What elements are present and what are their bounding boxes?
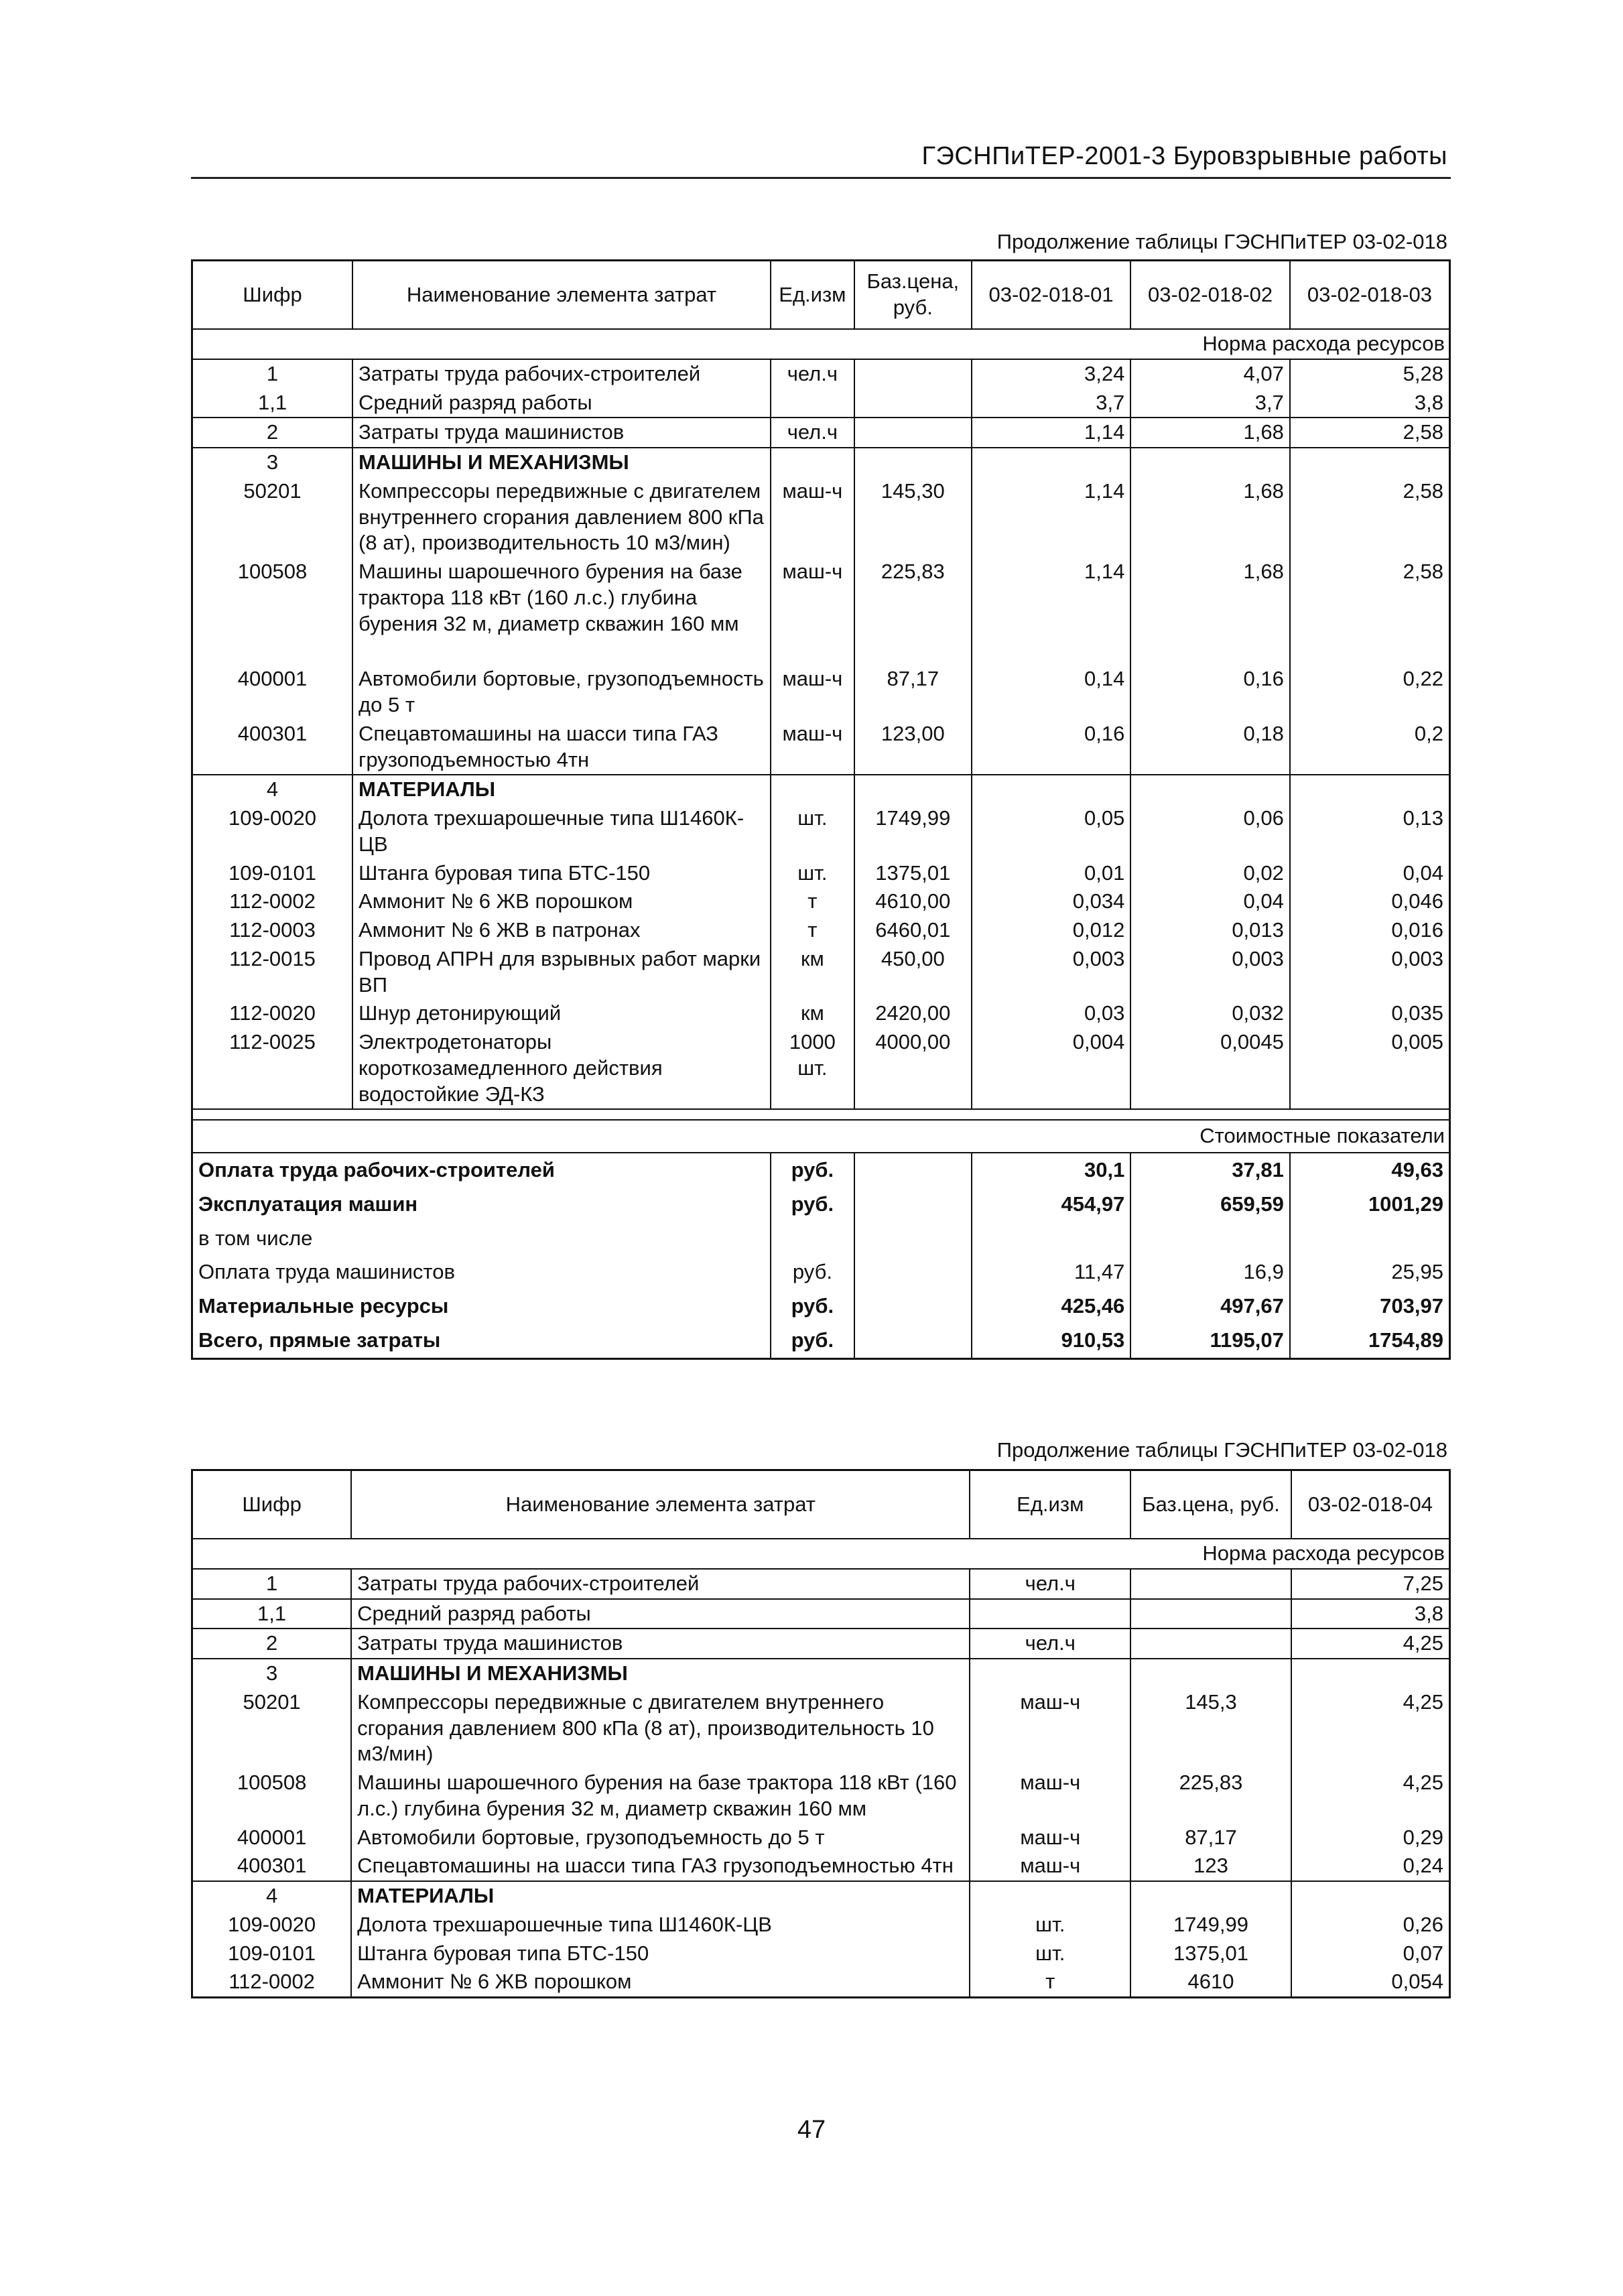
table-row — [192, 720, 1450, 775]
row-unit: маш-ч — [771, 477, 854, 558]
summary-price — [854, 1222, 972, 1256]
table2-continuation-caption: Продолжение таблицы ГЭСНПиТЕР 03-02-018 — [996, 1438, 1447, 1462]
row-code: 112-0002 — [192, 887, 353, 916]
resource-table-2 — [191, 1469, 1451, 1998]
table-row — [192, 665, 1450, 720]
row-code: 400301 — [192, 720, 353, 775]
summary-row — [192, 1324, 1450, 1358]
header-price: Баз.цена, руб. — [854, 261, 972, 330]
row-unit: маш-ч — [970, 1824, 1130, 1852]
summary-unit: руб. — [771, 1289, 854, 1324]
summary-unit: руб. — [771, 1188, 854, 1222]
summary-value: 49,63 — [1391, 1158, 1443, 1182]
row-code: 1,1 — [192, 389, 353, 418]
spacer-cell — [854, 638, 972, 665]
row-value: 2,58 — [1403, 479, 1443, 503]
table-row — [192, 1599, 1450, 1629]
row-price — [854, 359, 972, 389]
row-price: 4610,00 — [854, 887, 972, 916]
row-value: 0,18 — [1130, 720, 1290, 775]
table-row — [192, 775, 1450, 804]
summary-price — [854, 1153, 972, 1188]
table2-body — [192, 1539, 1450, 1998]
row-value: 2,58 — [1290, 418, 1450, 448]
header-name: Наименование элемента затрат — [352, 261, 771, 330]
row-code: 50201 — [192, 1688, 352, 1769]
row-value: 1,68 — [1130, 477, 1290, 558]
table-row — [192, 448, 1450, 477]
row-value: 0,004 — [972, 1028, 1131, 1109]
row-name: Затраты труда рабочих-строителей — [352, 359, 771, 389]
summary-value — [972, 1222, 1131, 1256]
table-row — [192, 1852, 1450, 1881]
summary-value: 497,67 — [1130, 1289, 1290, 1324]
summary-label: в том числе — [192, 1222, 771, 1256]
row-unit: маш-ч — [771, 558, 854, 638]
row-value: 1,68 — [1130, 418, 1290, 448]
row-name: Шнур детонирующий — [352, 999, 771, 1028]
row-price — [1130, 1569, 1291, 1599]
table-row — [192, 1569, 1450, 1599]
header-price: Баз.цена, руб. — [1130, 1470, 1291, 1539]
row-unit — [970, 1599, 1130, 1629]
summary-value: 703,97 — [1380, 1294, 1443, 1318]
row-code: 50201 — [192, 477, 353, 558]
row-unit: 1000 шт. — [771, 1028, 854, 1109]
summary-row — [192, 1255, 1450, 1289]
table-row — [192, 804, 1450, 859]
table2-header-row — [192, 1470, 1450, 1539]
summary-row — [192, 1153, 1450, 1188]
row-value: 1,68 — [1130, 558, 1290, 638]
summary-value: 1195,07 — [1130, 1324, 1290, 1358]
row-value: 0,03 — [972, 999, 1131, 1028]
row-code: 4 — [192, 775, 353, 804]
summary-label: Материальные ресурсы — [192, 1289, 771, 1324]
table-row — [192, 1659, 1450, 1688]
row-price: 450,00 — [854, 945, 972, 1000]
row-name: Средний разряд работы — [351, 1599, 970, 1629]
row-code: 109-0020 — [192, 804, 353, 859]
row-code: 400301 — [192, 1852, 352, 1881]
row-code: 4 — [192, 1881, 352, 1911]
spacer-cell — [972, 638, 1131, 665]
row-unit: маш-ч — [771, 665, 854, 720]
norm-row — [192, 329, 1450, 359]
row-name: Провод АПРН для взрывных работ марки ВП — [352, 945, 771, 1000]
row-name: Автомобили бортовые, грузоподъемность до 5 т — [352, 665, 771, 720]
row-code: 1 — [192, 1569, 352, 1599]
row-code: 3 — [192, 1659, 352, 1688]
row-unit: маш-ч — [970, 1688, 1130, 1769]
row-price: 123,00 — [854, 720, 972, 775]
row-price: 145,3 — [1130, 1688, 1291, 1769]
row-price — [1130, 1881, 1291, 1911]
spacer-cell — [1130, 638, 1290, 665]
summary-unit: руб. — [771, 1153, 854, 1188]
row-value: 0,01 — [972, 859, 1131, 888]
row-unit: км — [771, 945, 854, 1000]
row-name: Автомобили бортовые, грузоподъемность до 5 т — [351, 1824, 970, 1852]
table-row — [192, 1824, 1450, 1852]
table-row — [192, 916, 1450, 945]
row-value: 1,14 — [972, 477, 1131, 558]
row-price: 4000,00 — [854, 1028, 972, 1109]
row-name: Спецавтомашины на шасси типа ГАЗ грузоподъемностью 4тн — [352, 720, 771, 775]
summary-value: 37,81 — [1130, 1153, 1290, 1188]
row-unit: маш-ч — [771, 720, 854, 775]
row-unit: чел.ч — [970, 1629, 1130, 1659]
row-value: 0,005 — [1391, 1030, 1443, 1054]
summary-value: 30,1 — [972, 1153, 1131, 1188]
row-value: 0,16 — [972, 720, 1131, 775]
row-name: Спецавтомашины на шасси типа ГАЗ грузоподъемностью 4тн — [351, 1852, 970, 1881]
row-code: 112-0020 — [192, 999, 353, 1028]
row-name: Долота трехшарошечные типа Ш1460К-ЦВ — [351, 1911, 970, 1939]
header-col-018-03: 03-02-018-03 — [1290, 261, 1450, 330]
row-value: 5,28 — [1403, 361, 1443, 385]
row-name: Затраты труда рабочих-строителей — [351, 1569, 970, 1599]
header-col-018-04: 03-02-018-04 — [1291, 1470, 1450, 1539]
row-unit: шт. — [771, 804, 854, 859]
row-value: 3,24 — [972, 359, 1131, 389]
row-unit: шт. — [970, 1911, 1130, 1939]
row-value: 4,25 — [1291, 1629, 1450, 1659]
table-row — [192, 1939, 1450, 1968]
row-name: МАТЕРИАЛЫ — [352, 775, 771, 804]
summary-value: 659,59 — [1130, 1188, 1290, 1222]
row-unit: маш-ч — [970, 1852, 1130, 1881]
row-name: МАТЕРИАЛЫ — [351, 1881, 970, 1911]
row-price: 1749,99 — [1130, 1911, 1291, 1939]
row-value: 0,22 — [1403, 667, 1443, 691]
row-value: 0,012 — [972, 916, 1131, 945]
row-unit: маш-ч — [970, 1769, 1130, 1824]
row-value: 0,16 — [1130, 665, 1290, 720]
table-row — [192, 1911, 1450, 1939]
table1-header-row — [192, 261, 1450, 330]
table-row — [192, 887, 1450, 916]
header-unit: Ед.изм — [970, 1470, 1130, 1539]
table-row — [192, 1028, 1450, 1109]
row-value: 3,8 — [1414, 390, 1443, 414]
spacer-cell — [192, 638, 353, 665]
row-code: 2 — [192, 418, 353, 448]
row-unit — [970, 1881, 1130, 1911]
header-code: Шифр — [192, 1470, 352, 1539]
row-value: 0,04 — [1130, 887, 1290, 916]
table-row — [192, 418, 1450, 448]
row-price — [854, 418, 972, 448]
table-row — [192, 859, 1450, 888]
summary-value — [1290, 1222, 1450, 1256]
row-value: 2,58 — [1403, 560, 1443, 583]
cost-label: Стоимостные показатели — [192, 1120, 1450, 1153]
spacer-cell — [771, 638, 854, 665]
row-code: 100508 — [192, 558, 353, 638]
summary-value — [1130, 1222, 1290, 1256]
table1-continuation-caption: Продолжение таблицы ГЭСНПиТЕР 03-02-018 — [996, 230, 1447, 253]
row-value: 0,2 — [1414, 721, 1443, 745]
summary-value: 425,46 — [972, 1289, 1131, 1324]
header-rule — [191, 177, 1451, 179]
row-value: 3,7 — [1130, 389, 1290, 418]
row-price: 1375,01 — [854, 859, 972, 888]
row-value: 0,0045 — [1130, 1028, 1290, 1109]
row-value: 0,26 — [1403, 1912, 1443, 1936]
row-price: 123 — [1130, 1852, 1291, 1881]
row-value: 7,25 — [1403, 1571, 1443, 1595]
row-value: 0,04 — [1403, 860, 1443, 885]
row-value: 4,25 — [1403, 1689, 1443, 1714]
row-code: 3 — [192, 448, 353, 477]
row-unit: т — [771, 916, 854, 945]
gap-cell — [192, 1109, 1450, 1120]
document-header-title: ГЭСНПиТЕР-2001-3 Буровзрывные работы — [921, 142, 1447, 170]
row-value: 0,034 — [972, 887, 1131, 916]
row-name: МАШИНЫ И МЕХАНИЗМЫ — [352, 448, 771, 477]
summary-label: Всего, прямые затраты — [192, 1324, 771, 1358]
row-price: 6460,01 — [854, 916, 972, 945]
row-name: Штанга буровая типа БТС-150 — [352, 859, 771, 888]
table-row — [192, 1881, 1450, 1911]
gap-row — [192, 1109, 1450, 1120]
summary-label: Оплата труда машинистов — [192, 1255, 771, 1289]
row-unit: чел.ч — [771, 418, 854, 448]
row-value: 0,05 — [972, 804, 1131, 859]
summary-price — [854, 1188, 972, 1222]
row-code: 400001 — [192, 1824, 352, 1852]
row-value: 0,013 — [1130, 916, 1290, 945]
row-value: 0,29 — [1403, 1825, 1443, 1849]
row-value: 0,003 — [1391, 946, 1443, 970]
row-value: 3,8 — [1291, 1599, 1450, 1629]
row-price: 87,17 — [854, 665, 972, 720]
row-unit — [970, 1659, 1130, 1688]
row-value: 0,02 — [1130, 859, 1290, 888]
row-price: 4610 — [1130, 1968, 1291, 1997]
row-unit: шт. — [970, 1939, 1130, 1968]
row-value: 0,07 — [1403, 1941, 1443, 1965]
row-price: 225,83 — [1130, 1769, 1291, 1824]
row-code: 109-0020 — [192, 1911, 352, 1939]
row-value: 0,003 — [972, 945, 1131, 1000]
row-value: 0,016 — [1391, 918, 1443, 942]
row-value: 0,003 — [1130, 945, 1290, 1000]
row-code: 109-0101 — [192, 859, 353, 888]
row-unit: чел.ч — [970, 1569, 1130, 1599]
summary-value: 16,9 — [1130, 1255, 1290, 1289]
row-price — [854, 448, 972, 477]
row-code: 2 — [192, 1629, 352, 1659]
spacer-cell — [352, 638, 771, 665]
summary-row — [192, 1289, 1450, 1324]
row-code: 109-0101 — [192, 1939, 352, 1968]
row-value: 1,14 — [972, 558, 1131, 638]
row-value: 3,7 — [972, 389, 1131, 418]
row-name: Долота трехшарошечные типа Ш1460К-ЦВ — [352, 804, 771, 859]
table-row — [192, 1688, 1450, 1769]
summary-unit: руб. — [771, 1255, 854, 1289]
row-value: 0,054 — [1391, 1970, 1443, 1994]
row-value: 0,035 — [1391, 1001, 1443, 1025]
row-code: 400001 — [192, 665, 353, 720]
row-price: 1375,01 — [1130, 1939, 1291, 1968]
summary-label: Оплата труда рабочих-строителей — [192, 1153, 771, 1188]
summary-row — [192, 1188, 1450, 1222]
row-value: 0,14 — [972, 665, 1131, 720]
table-row — [192, 999, 1450, 1028]
row-code: 100508 — [192, 1769, 352, 1824]
summary-row — [192, 1222, 1450, 1256]
row-name: Штанга буровая типа БТС-150 — [351, 1939, 970, 1968]
row-value — [1290, 448, 1450, 477]
summary-value: 25,95 — [1391, 1260, 1443, 1284]
header-code: Шифр — [192, 261, 353, 330]
row-unit — [771, 775, 854, 804]
row-price — [854, 775, 972, 804]
row-name: Компрессоры передвижные с двигателем внутреннего сгорания давлением 800 кПа (8 ат), производительность 10 м3/мин) — [352, 477, 771, 558]
row-name: Аммонит № 6 ЖВ порошком — [351, 1968, 970, 1997]
row-price — [1130, 1629, 1291, 1659]
table-row — [192, 1968, 1450, 1997]
row-value: 0,13 — [1403, 806, 1443, 830]
row-value — [972, 448, 1131, 477]
row-name: Машины шарошечного бурения на базе трактора 118 кВт (160 л.с.) глубина бурения 32 м, диаметр скважин 160 мм — [352, 558, 771, 638]
norm-row — [192, 1539, 1450, 1569]
row-unit — [771, 389, 854, 418]
row-unit: км — [771, 999, 854, 1028]
row-value: 0,06 — [1130, 804, 1290, 859]
header-unit: Ед.изм — [771, 261, 854, 330]
row-unit: т — [970, 1968, 1130, 1997]
row-name: Затраты труда машинистов — [352, 418, 771, 448]
row-unit: чел.ч — [771, 359, 854, 389]
norm-label: Норма расхода ресурсов — [192, 1539, 1450, 1569]
row-unit — [771, 448, 854, 477]
row-code: 112-0003 — [192, 916, 353, 945]
row-value: 4,07 — [1130, 359, 1290, 389]
row-price: 2420,00 — [854, 999, 972, 1028]
row-value: 0,032 — [1130, 999, 1290, 1028]
spacer-row — [192, 638, 1450, 665]
row-value: 0,046 — [1391, 889, 1443, 913]
page-number: 47 — [797, 2116, 826, 2144]
spacer-cell — [1290, 638, 1450, 665]
summary-unit — [771, 1222, 854, 1256]
row-code: 112-0025 — [192, 1028, 353, 1109]
row-value — [1291, 1659, 1450, 1688]
summary-price — [854, 1324, 972, 1358]
norm-label: Норма расхода ресурсов — [192, 329, 1450, 359]
table-row — [192, 558, 1450, 638]
row-code: 1 — [192, 359, 353, 389]
row-value — [1291, 1881, 1450, 1911]
summary-value: 1754,89 — [1368, 1328, 1443, 1352]
summary-value: 11,47 — [972, 1255, 1131, 1289]
row-value: 1,14 — [972, 418, 1131, 448]
summary-value: 1001,29 — [1368, 1192, 1443, 1216]
row-name: Аммонит № 6 ЖВ в патронах — [352, 916, 771, 945]
row-name: Средний разряд работы — [352, 389, 771, 418]
row-unit: шт. — [771, 859, 854, 888]
summary-value: 454,97 — [972, 1188, 1131, 1222]
row-price: 145,30 — [854, 477, 972, 558]
row-name: Затраты труда машинистов — [351, 1629, 970, 1659]
row-name: Электродетонаторы короткозамедленного действия водостойкие ЭД-КЗ — [352, 1028, 771, 1109]
resource-table-1 — [191, 259, 1451, 1360]
table-row — [192, 389, 1450, 418]
table-row — [192, 359, 1450, 389]
row-unit: т — [771, 887, 854, 916]
row-price — [1130, 1599, 1291, 1629]
table-row — [192, 477, 1450, 558]
row-value — [972, 775, 1131, 804]
row-value: 0,24 — [1403, 1854, 1443, 1878]
summary-price — [854, 1255, 972, 1289]
row-code: 1,1 — [192, 1599, 352, 1629]
row-name: Аммонит № 6 ЖВ порошком — [352, 887, 771, 916]
row-value — [1290, 775, 1450, 804]
summary-value: 910,53 — [972, 1324, 1131, 1358]
row-name: МАШИНЫ И МЕХАНИЗМЫ — [351, 1659, 970, 1688]
cost-header-row — [192, 1120, 1450, 1153]
table-row — [192, 945, 1450, 1000]
row-price: 87,17 — [1130, 1824, 1291, 1852]
row-value — [1130, 775, 1290, 804]
summary-price — [854, 1289, 972, 1324]
row-value — [1130, 448, 1290, 477]
header-name: Наименование элемента затрат — [351, 1470, 970, 1539]
row-code: 112-0002 — [192, 1968, 352, 1997]
summary-label: Эксплуатация машин — [192, 1188, 771, 1222]
row-price: 1749,99 — [854, 804, 972, 859]
table-row — [192, 1629, 1450, 1659]
row-name: Компрессоры передвижные с двигателем внутреннего сгорания давлением 800 кПа (8 ат), производительность 10 м3/мин) — [351, 1688, 970, 1769]
row-price — [1130, 1659, 1291, 1688]
header-col-018-02: 03-02-018-02 — [1130, 261, 1290, 330]
table1-body — [192, 329, 1450, 1358]
row-code: 112-0015 — [192, 945, 353, 1000]
table-row — [192, 1769, 1450, 1824]
summary-unit: руб. — [771, 1324, 854, 1358]
row-value: 4,25 — [1403, 1771, 1443, 1794]
row-name: Машины шарошечного бурения на базе трактора 118 кВт (160 л.с.) глубина бурения 32 м, диаметр скважин 160 мм — [351, 1769, 970, 1824]
header-col-018-01: 03-02-018-01 — [972, 261, 1131, 330]
row-price — [854, 389, 972, 418]
row-price: 225,83 — [854, 558, 972, 638]
